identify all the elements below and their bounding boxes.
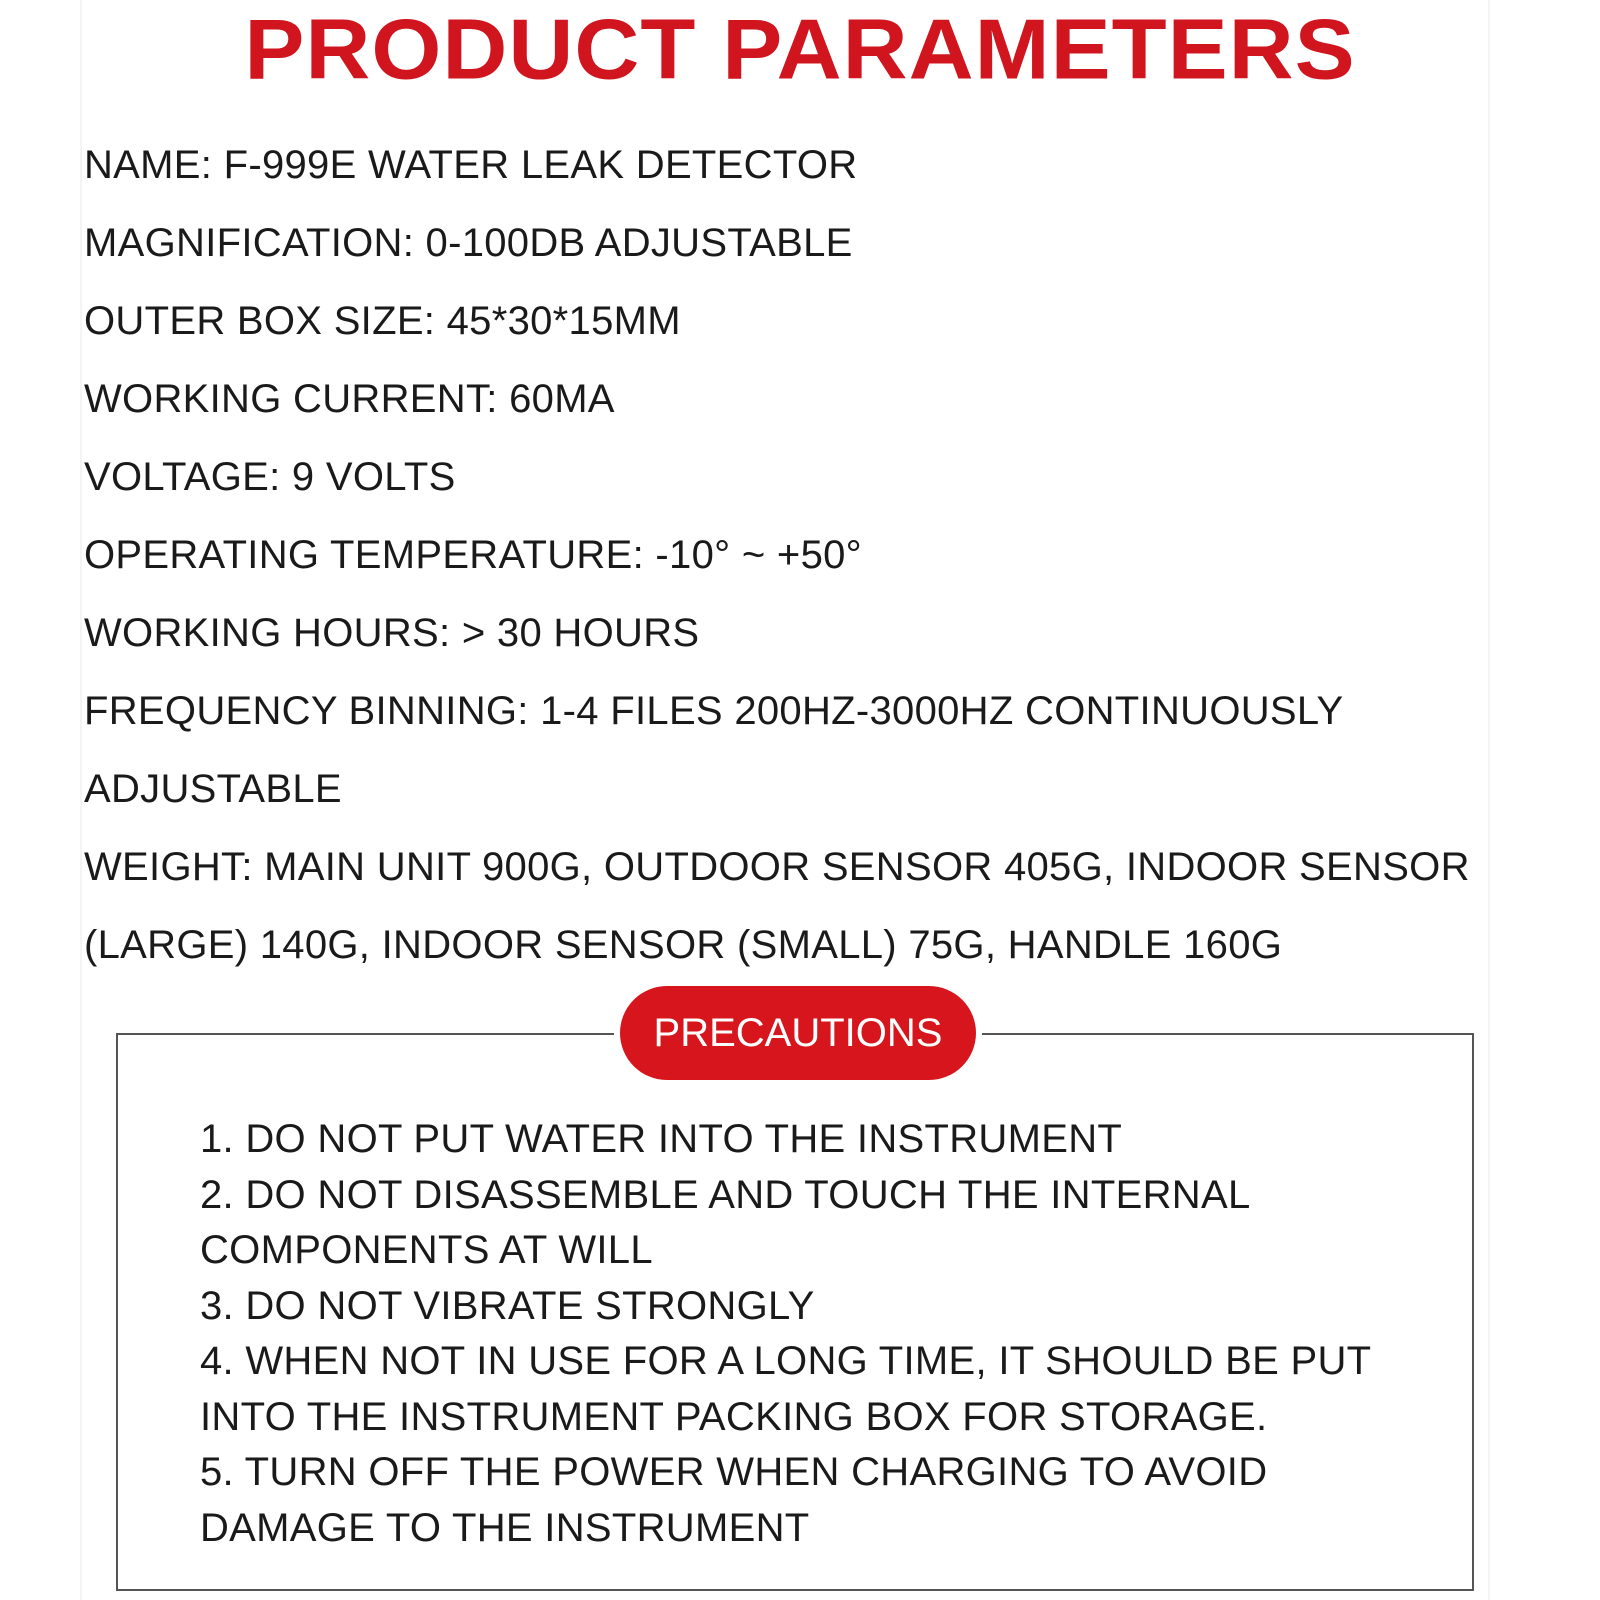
precautions-list	[200, 1112, 1440, 1556]
parameter-line: ADJUSTABLE	[84, 767, 342, 811]
parameter-line: MAGNIFICATION: 0-100DB ADJUSTABLE	[84, 221, 853, 265]
parameter-line: VOLTAGE: 9 VOLTS	[84, 455, 456, 499]
parameter-line: WORKING HOURS: > 30 HOURS	[84, 611, 700, 655]
precaution-line: 1. DO NOT PUT WATER INTO THE INSTRUMENT	[200, 1117, 1123, 1161]
precaution-line: 3. DO NOT VIBRATE STRONGLY	[200, 1283, 815, 1328]
page-title: PRODUCT PARAMETERS	[244, 2, 1356, 98]
parameter-list	[84, 126, 1524, 984]
precaution-line: 2. DO NOT DISASSEMBLE AND TOUCH THE INTERNAL	[200, 1172, 1251, 1217]
parameter-line: WEIGHT: MAIN UNIT 900G, OUTDOOR SENSOR 405G, INDOOR SENSOR	[84, 845, 1470, 889]
left-divider	[80, 0, 82, 1600]
precaution-line: 4. WHEN NOT IN USE FOR A LONG TIME, IT SHOULD BE PUT	[200, 1339, 1372, 1383]
parameter-line: OUTER BOX SIZE: 45*30*15MM	[84, 299, 681, 343]
parameter-line: NAME: F-999E WATER LEAK DETECTOR	[84, 143, 858, 187]
precaution-line: COMPONENTS AT WILL	[200, 1228, 653, 1272]
parameter-line: (LARGE) 140G, INDOOR SENSOR (SMALL) 75G, HANDLE 160G	[84, 923, 1283, 967]
precaution-line: DAMAGE TO THE INSTRUMENT	[200, 1505, 810, 1550]
parameter-line: WORKING CURRENT: 60MA	[84, 377, 615, 421]
precautions-badge: PRECAUTIONS	[620, 986, 976, 1080]
parameter-line: OPERATING TEMPERATURE: -10° ~ +50°	[84, 533, 862, 577]
parameter-line: FREQUENCY BINNING: 1-4 FILES 200HZ-3000HZ CONTINUOUSLY	[84, 689, 1344, 733]
precaution-line: INTO THE INSTRUMENT PACKING BOX FOR STORAGE.	[200, 1394, 1268, 1439]
precaution-line: 5. TURN OFF THE POWER WHEN CHARGING TO AVOID	[200, 1450, 1268, 1494]
